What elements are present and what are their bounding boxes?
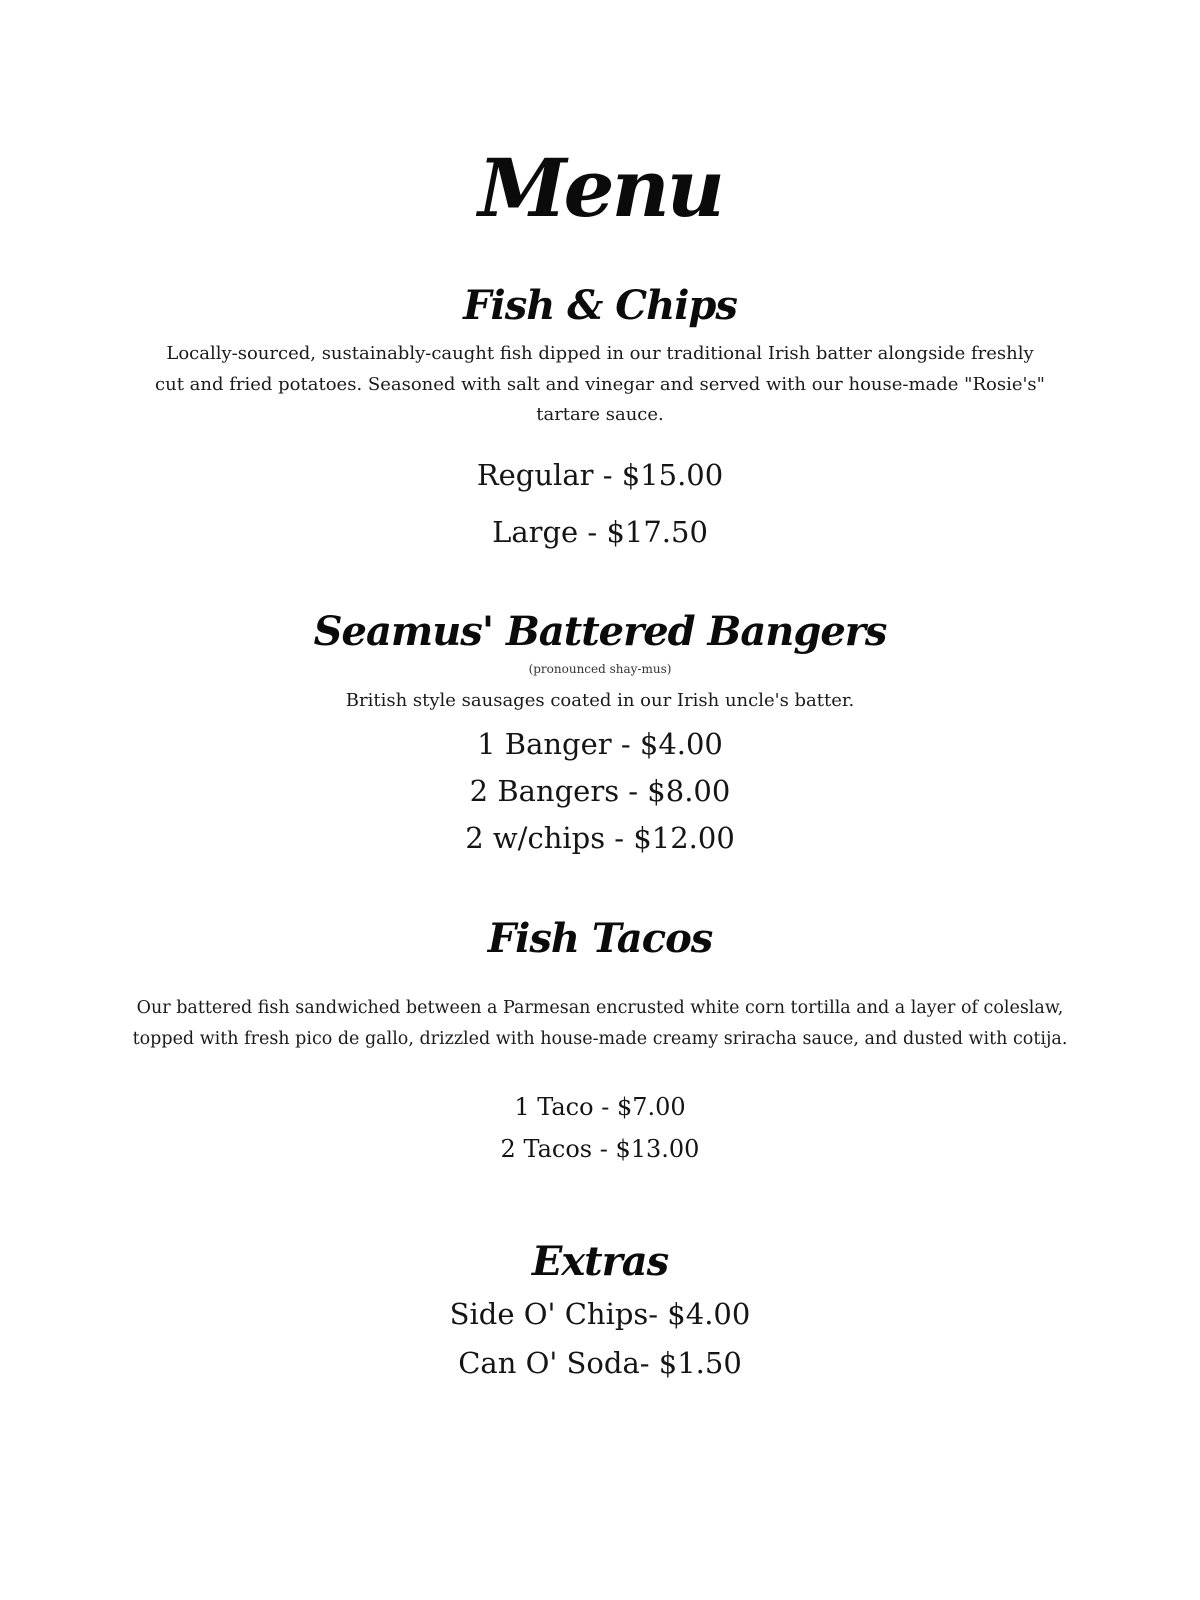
description-line: cut and fried potatoes. Seasoned with salt and vinegar and served with our house-made "Rosie's" [155,374,1045,395]
page-title: Menu [478,141,722,235]
section-heading-fish-and-chips: Fish & Chips [463,282,737,329]
description-line: British style sausages coated in our Irish uncle's batter. [345,690,855,711]
price-line: 1 Taco - $7.00 [514,1093,686,1121]
price-line: 1 Banger - $4.00 [477,727,723,761]
price-line: 2 w/chips - $12.00 [465,821,735,855]
section-heading-extras: Extras [531,1238,669,1285]
description-line: Our battered fish sandwiched between a Parmesan encrusted white corn tortilla and a layer of coleslaw, [136,998,1064,1018]
section-heading-battered-bangers: Seamus' Battered Bangers [313,608,887,655]
section-heading-fish-tacos: Fish Tacos [487,915,713,962]
price-line: Regular - $15.00 [476,458,724,492]
description-line: topped with fresh pico de gallo, drizzled with house-made creamy sriracha sauce, and dusted with cotija. [132,1029,1068,1049]
description-line: tartare sauce. [536,404,664,425]
price-line: 2 Bangers - $8.00 [469,774,731,808]
price-line: Large - $17.50 [492,515,708,549]
price-line: 2 Tacos - $13.00 [500,1135,700,1163]
description-line: Locally-sourced, sustainably-caught fish dipped in our traditional Irish batter alongside freshly [166,343,1034,364]
price-line: Can O' Soda- $1.50 [458,1346,742,1380]
pronunciation-note: (pronounced shay-mus) [528,662,672,676]
price-line: Side O' Chips- $4.00 [449,1297,751,1331]
